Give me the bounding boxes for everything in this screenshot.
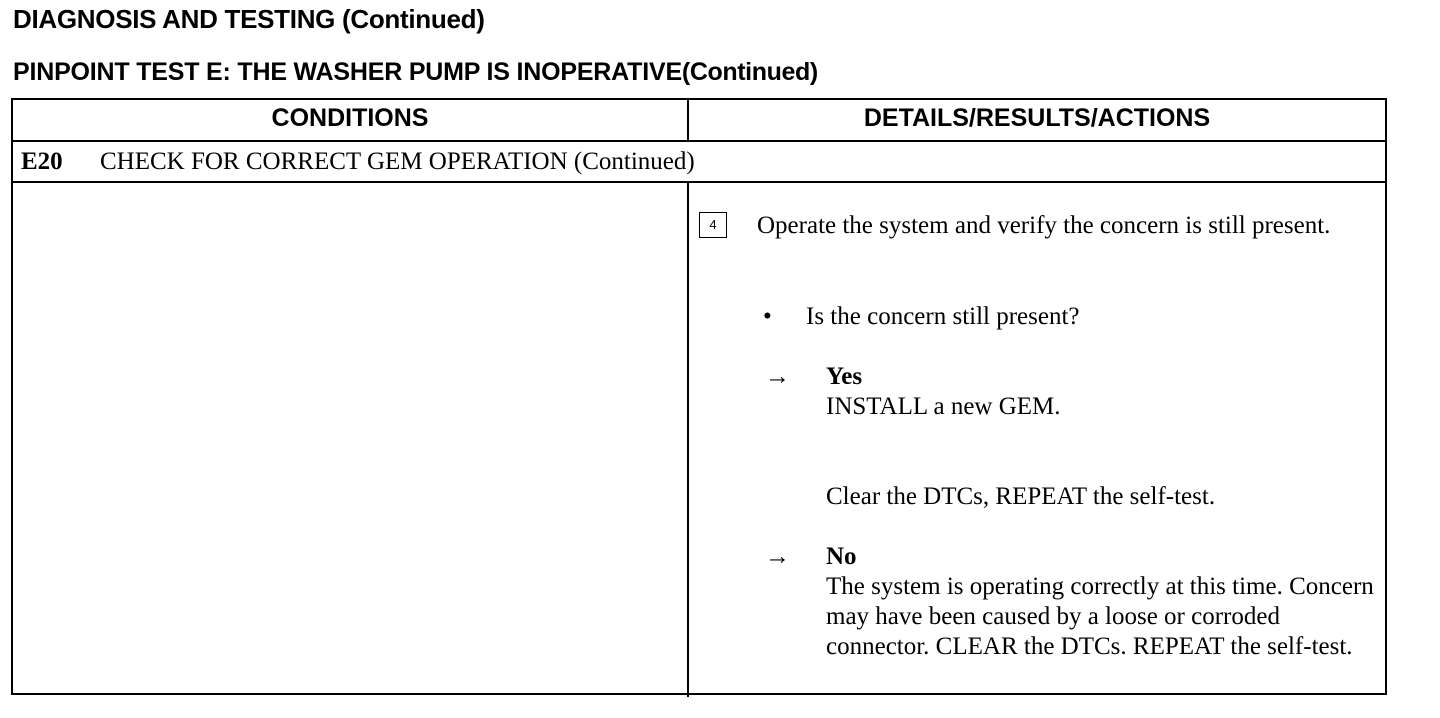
test-title-main: PINPOINT TEST E: THE WASHER PUMP IS INOPERATIVE: [13, 58, 682, 86]
arrow-right-icon: →: [765, 543, 790, 570]
column-header-conditions: CONDITIONS: [271, 104, 429, 132]
pinpoint-test-table: [11, 98, 1387, 695]
test-title: [13, 58, 818, 87]
instruction-text: Operate the system and verify the concern is still present.: [757, 212, 1331, 239]
body-divider: [687, 183, 689, 697]
no-action-text: The system is operating correctly at this time. Concern may have been caused by a loose or corroded connector. CLEAR the DTCs. REPEAT the self-test.: [826, 573, 1374, 660]
step-title: CHECK FOR CORRECT GEM OPERATION (Continued): [100, 148, 695, 175]
question-text: Is the concern still present?: [806, 303, 1080, 330]
section-title: DIAGNOSIS AND TESTING (Continued): [13, 4, 485, 34]
yes-action-clear: Clear the DTCs, REPEAT the self-test.: [826, 483, 1216, 510]
test-title-suffix: (Continued): [681, 58, 818, 86]
step-id: E20: [21, 148, 63, 175]
column-header-details: DETAILS/RESULTS/ACTIONS: [863, 104, 1211, 132]
substep-number-box: 4: [699, 212, 727, 238]
no-label: No: [826, 543, 857, 570]
arrow-right-icon: →: [765, 363, 790, 390]
yes-label: Yes: [826, 363, 863, 390]
step-row: [21, 148, 695, 176]
step-rule: [13, 181, 1385, 183]
bullet-icon: •: [763, 303, 772, 330]
header-rule: [13, 140, 1385, 142]
yes-action-install: INSTALL a new GEM.: [826, 393, 1061, 420]
